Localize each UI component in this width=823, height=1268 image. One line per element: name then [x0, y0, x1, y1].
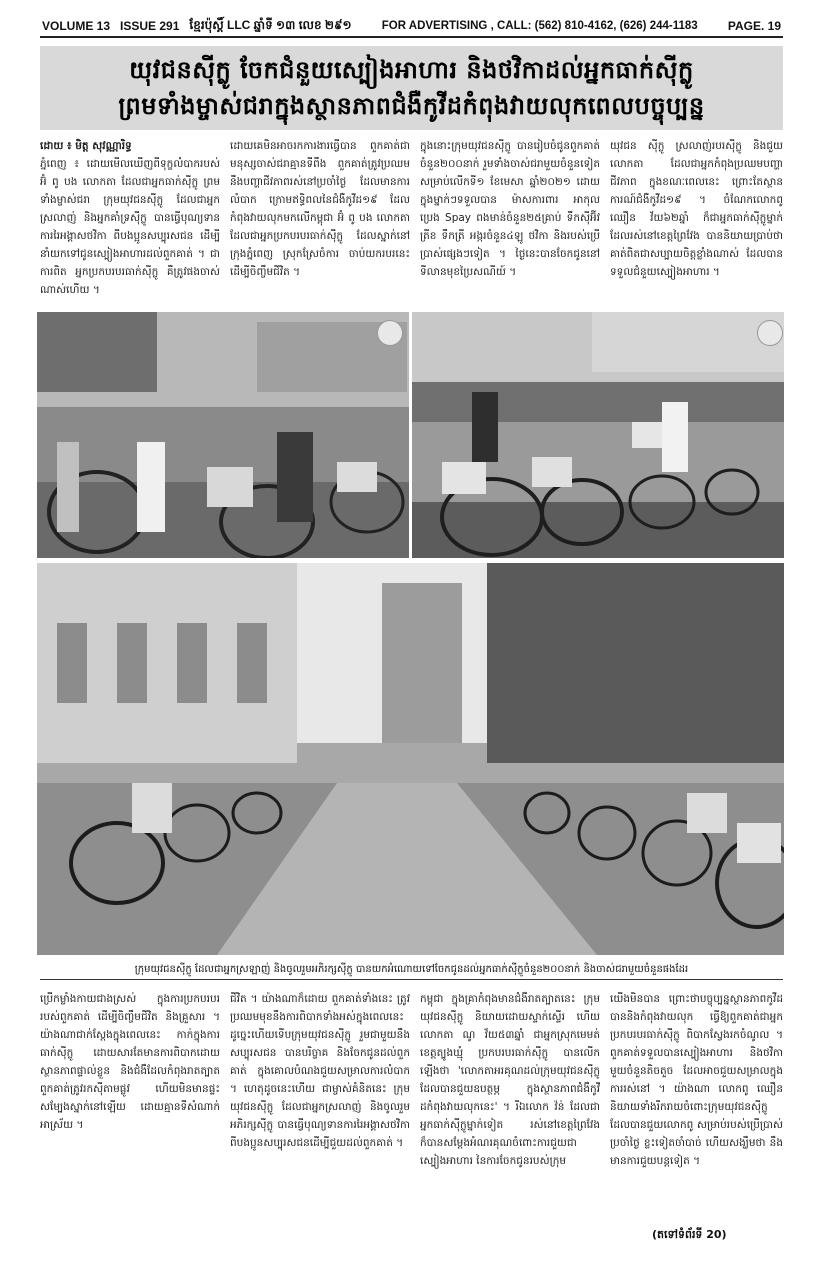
article-text: កម្ពុជា ក្នុងគ្រាកំពុងមានជំងឺរាតត្បាតនេះ ក្រុមយុវជនស៊ីក្លូ និយាយដោយស្ទាក់ស្ទើរ ហើយលោកតា ណូ វ័យ៥៣ឆ្នាំ ជាអ្នកស្រុកមេមត់ ខេត្តត្បូងឃ្មុំ ប្រកបរបរធាក់ស៊ីក្លូ បានលើកឡើងថា 'លោកតាអរគុណដល់ក្រុមយុវជនស៊ីក្លូ ដែលបានជួយឧបត្ថម្ភ ក្នុងស្ថានភាពជំងឺកូវីដកំពុងវាយលុកនេះ' ។ រីឯលោក វ៉ន់ ដែលជាអ្នកធាក់ស៊ីក្លូម្នាក់ទៀត រស់នៅខេត្តព្រៃវែង ក៏បានសម្តែងអំណរគុណចំពោះការជួយជាស្បៀងអាហារ នៃការចែកជូនរបស់ក្រុម — [420, 993, 600, 1167]
continued-on-page: (តទៅទំព័រទី 20) — [652, 1228, 727, 1241]
byline: ដោយ ៖ មិត្ត សុវណ្ណារិទ្ធ — [40, 140, 132, 152]
article-column-1-bottom — [40, 990, 220, 1222]
headline-line-2: ព្រមទាំងម្ចាស់ជរាក្នុងស្ថានភាពជំងឺកូវីដកំពុងវាយលុកពេលបច្ចុប្បន្ន — [118, 92, 705, 120]
article-column-3-bottom — [420, 990, 600, 1222]
issue-info — [42, 17, 352, 35]
article-column-2-top — [230, 137, 410, 305]
photo-cyclo-distribution-right — [412, 312, 784, 558]
volume-label: VOLUME 13 — [42, 19, 111, 33]
advertising-contact: FOR ADVERTISING , CALL: (562) 810-4162, (626) 244-1183 — [381, 20, 698, 32]
page-number: PAGE. 19 — [727, 19, 781, 33]
article-text: យុវជន ស៊ីក្លូ ស្រលាញ់របរស៊ីក្លូ និងជួយលោកតា ដែលជាអ្នកកំពុងប្រឈមបញ្ហាជីវភាព ក្នុងខណៈពេលនេះ ព្រោះតែស្ថានការណ៍ជំងឺកូវីដ១៩ ។ ចំណែកលោកពូ ឈឿន វ័យ៦២ឆ្នាំ ក៏ជាអ្នកធាក់ស៊ីក្លូម្នាក់ ដែលរស់នៅខេត្តព្រៃវែង បាននិយាយប្រាប់ថា គាត់ពិតជាសប្បាយចិត្តខ្លាំងណាស់ ដែលបានទទួលជំនួយស្បៀងអាហារ ។ — [610, 140, 783, 278]
photo-caption: ក្រុមយុវជនស៊ីក្លូ ដែលជាអ្នកស្រឡាញ់ និងចូលរួមអភិរក្សស៊ីក្លូ បានយកអំណោយទៅចែកជូនដល់អ្នកធាក់ស៊ីក្លូចំនួន២០០នាក់ និងចាស់ជរាមួយចំនួនផងដែរ — [40, 960, 783, 980]
article-text: ភ្នំពេញ ៖ ដោយមើលឃើញពីទុក្ខលំបាករបស់ អ៊ំ ពូ បង លោកតា ដែលជាអ្នកធាក់ស៊ីក្លូ ព្រមទាំងម្ចាស់ជរា ក្រុមយុវជនស៊ីក្លូ ដែលជាអ្នកស្រលាញ់ និងអ្នកគាំទ្រស៊ីក្លូ បានធ្វើបុណ្យទានការរៃអង្គាសថវិកា ពីបងប្អូនសប្បុរសជន ដើម្បីនាំយកទៅជូនស្បៀងអាហារដល់ពួកគាត់ ។ ជាការពិត អ្នកប្រកបរបរធាក់ស៊ីក្លូ គឺត្រូវផងចាស់ណាស់ហើយ ។ — [40, 158, 220, 296]
page-header — [40, 16, 783, 38]
headline-banner — [40, 46, 783, 130]
article-column-1-top — [40, 137, 220, 305]
article-column-2-bottom — [230, 990, 410, 1222]
article-column-4-top — [610, 137, 783, 305]
headline-line-1: យុវជនស៊ីក្លូ ចែកជំនួយស្បៀងអាហារ និងថវិកាដល់អ្នកធាក់ស៊ីក្លូ — [129, 56, 694, 84]
article-text: ជីវិត ។ យ៉ាងណាក៏ដោយ ពួកគាត់ទាំងនេះ ត្រូវប្រឈមមុខនឹងការពិបាកទាំងអស់ក្នុងពេលនេះ ដូច្នេះហើយទើបក្រុមយុវជនស៊ីក្លូ រួមជាមួយនឹងសប្បុរសជន បានបរិច្ចាគ និងចែកជូនដល់ពួកគាត់ ក្នុងគោលបំណងជួយសម្រាលការលំបាក ។ ហេតុដូចនេះហើយ ជាម្ចាស់គំនិតនេះ ក្រុមយុវជនស៊ីក្លូ ដែលជាអ្នកស្រលាញ់ និងចូលរួមអភិរក្សស៊ីក្លូ បានធ្វើបុណ្យទានការរៃអង្គាសថវិកា ពីបងប្អូនសប្បុរសជនដើម្បីជួយដល់ពួកគាត់ ។ — [230, 993, 410, 1149]
article-text: យើងមិនបាន ព្រោះថាបច្ចុប្បន្នស្ថានភាពកូវីដបាននិងកំពុងវាយលុក ធ្វើឱ្យពួកគាត់ជាអ្នកប្រកបរបរធាក់ស៊ីក្លូ ពិបាកស្វែងរកចំណូល ។ ពួកគាត់ទទួលបានស្បៀងអាហារ និងថវិកាមួយចំនួនតិចតួច ដែលអាចជួយសម្រាលក្នុងការរស់នៅ ។ យ៉ាងណា លោកពូ ឈឿន និយាយទាំងរីករាយចំពោះក្រុមយុវជនស៊ីក្លូ ដែលបានជួយលោកពូ សម្រាប់របស់ប្រើប្រាស់ប្រចាំថ្ងៃ ខ្លះទៀតចាំបាច់ ហើយសង្ឃឹមថា នឹងមានការជួយបន្តទៀត ។ — [610, 993, 783, 1167]
article-text: ដោយគេមិនអាចរកការងារធ្វើបាន ពួកគាត់ជាមនុស្សចាស់ជរាគ្មានទីពឹង ពួកគាត់ត្រូវប្រឈមនឹងបញ្ហាជីវភាពរស់នៅប្រចាំថ្ងៃ ដែលមានការលំបាក ក្រោមឥទ្ធិពលនៃជំងឺកូវីដ១៩ ដែលកំពុងវាយលុកមកលើកម្ពុជា អ៊ំ ពូ បង លោកតា ដែលជាអ្នកប្រកបរបរធាក់ស៊ីក្លូ ដែលស្នាក់នៅក្រុងភ្នំពេញ ស្រុកស្រែចំការ ចាប់យករបរនេះ ដើម្បីចិញ្ចឹមជីវិត ។ — [230, 140, 410, 278]
issue-label: ISSUE 291 — [120, 19, 180, 33]
article-column-4-bottom — [610, 990, 783, 1222]
watermark-logo — [757, 320, 783, 346]
photo-cyclo-lineup-street — [37, 563, 784, 955]
article-text: ប្រើកម្លាំងកាយជាងស្រស់ ក្នុងការប្រកបរបររបស់ពួកគាត់ ដើម្បីចិញ្ចឹមជីវិត និងគ្រួសារ ។ យ៉ាងណាជាក់ស្តែងក្នុងពេលនេះ កាក់ក្នុងការធាក់ស៊ីក្លូ ដោយសារតែមានការពិបាកដោយស្ថានភាពផ្ទាល់ខ្លួន និងជំងឺដែលកំពុងរាតត្បាត ពួកគាត់ត្រូវរកស៊ីតាមផ្លូវ ហើយមិនមានផ្ទះសម្បែងស្នាក់នៅឡើយ ដោយគ្មានទីសំណាក់អាស្រ័យ ។ — [40, 993, 220, 1131]
article-column-3-top — [420, 137, 600, 305]
article-text: ក្នុងនោះក្រុមយុវជនស៊ីក្លូ បានរៀបចំជូនពួកគាត់ចំនួន២០០នាក់ រួមទាំងចាស់ជរាមួយចំនួនទៀត សម្រាប់លើកទី១ ខែមេសា ឆ្នាំ២០២១ ដោយក្នុងម្នាក់ៗទទួលបាន ម៉ាសការពារ អាកុល ប្រេង Spay ពងមាន់ចំនួន២៥គ្រាប់ ទឹកស៊ីអ៊ីវ ត្រីខ ទឹកត្រី អង្ករចំនួន៤ឡូ ថវិកា និងរបស់ប្រើប្រាស់ផ្សេងៗទៀត ។ ថ្ងៃនេះបានចែកជូននៅទីលានមុខប្រៃសណីយ៍ ។ — [420, 140, 600, 278]
photo-cyclo-distribution-left — [37, 312, 409, 558]
watermark-logo — [377, 320, 403, 346]
newspaper-brand: ខ្មែរប៉ុស្តិ៍ LLC ឆ្នាំទី ១៣ លេខ ២៩១ — [189, 18, 352, 32]
